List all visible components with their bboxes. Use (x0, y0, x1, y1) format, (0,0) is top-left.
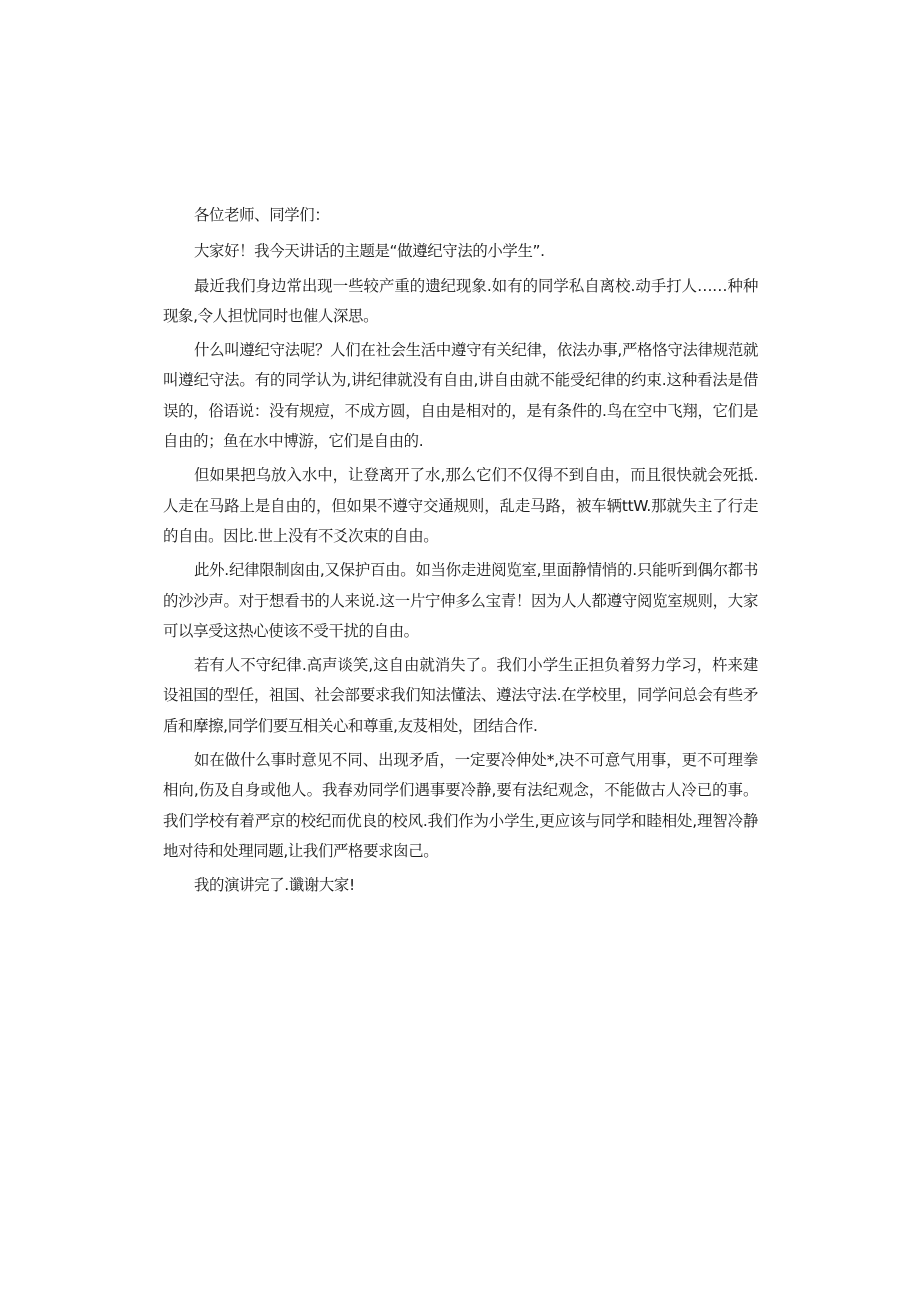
paragraph-recent-phenomena: 最近我们身边常出现一些较产重的遗纪现象.如有的同学私自离校.动手打人……种种现象,令人担忧同时也催人深思。 (163, 276, 758, 325)
paragraph-freedom-limits: 但如果把乌放入水中，让登离开了水,那么它们不仅得不到自由，而且很快就会死抵.人走在马路上是自由的，但如果不遵守交通规则，乱走马路，被车辆ttW.那就失主了行走的自由。因比.世上没有不爻次束的自由。 (163, 466, 758, 545)
paragraph-conflict-handling: 如在做什么事时意见不同、出现矛盾，一定要冷伸处*,决不可意气用事，更不可理拳相向,伤及自身或他人。我春劝同学们遇事要冷静,要有法纪观念，不能做古人冷已的事。我们学校有着严京的校纪而优良的校风.我们作为小学生,更应该与同学和睦相处,理智冷静地对待和处理同题,让我们严格要求囱己。 (163, 751, 758, 860)
paragraph-definition: 什么叫遵纪守法呢？人们在社会生活中遵守有关纪律，依法办事,严格恪守法律规范就叫遵纪守法。有的同学认为,讲纪律就没有自由,讲自由就不能受纪律的约束.这种看法是借误的，俗语说：没有规痘，不成方圆，自由是相对的，是有条件的.鸟在空中飞翔，它们是自由的；鱼在水中博游，它们是自由的. (163, 341, 758, 451)
closing-line: 我的演讲完了.谶谢大家! (194, 876, 355, 895)
paragraph-opening: 大家好！我今天讲话的主题是“做遵纪守法的小学生”. (194, 242, 545, 261)
greeting-line: 各位老师、同学们： (194, 206, 330, 224)
speech-body (163, 200, 758, 905)
paragraph-reading-room: 此外.纪律限制囱由,又保护百由。如当你走进阅览室,里面静情悄的.只能听到偶尔都书的沙沙声。对于想看书的人来说.这一片宁伸多么宝青！因为人人都遵守阅览室规则，大家可以享受这热心使该不受干扰的自由。 (163, 561, 758, 640)
paragraph-student-duty: 若有人不守纪律.高声谈笑,这自由就消失了。我们小学生正担负着努力学习，杵来建设祖国的型任，祖国、社会部要求我们知法懂法、遵法守法.在学校里，同学问总会有些矛盾和摩擦,同学们要互相关心和尊重,友芨相处，团结合作. (163, 656, 758, 735)
